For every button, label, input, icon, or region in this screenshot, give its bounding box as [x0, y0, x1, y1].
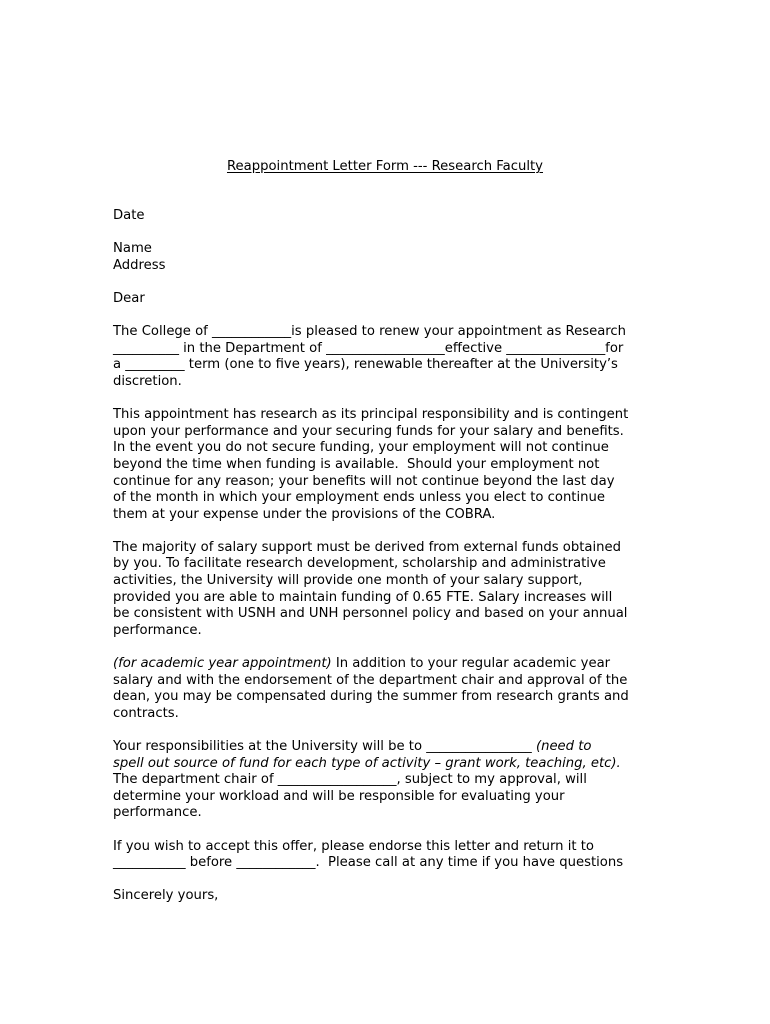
paragraph-text: In addition to your regular academic year [331, 656, 611, 672]
paragraph-line: ___________ before ____________. Please call at any time if you have questions [113, 855, 624, 871]
paragraph-line: The College of ____________is pleased to renew your appointment as Research [113, 324, 627, 340]
paragraph-salary-support [113, 540, 673, 640]
paragraph-line: a _________ term (one to five years), renewable thereafter at the University’s [113, 357, 618, 373]
paragraph-text: Your responsibilities at the University will be to ________________ [113, 739, 536, 754]
paragraph-renewal [113, 324, 673, 390]
paragraph-line: performance. [113, 622, 202, 638]
paragraph-line: of the month in which your employment ends unless you elect to continue [113, 490, 605, 506]
paragraph-line [113, 656, 673, 673]
italic-note-line: spell out source of fund for each type of activity – grant work, teaching, etc). [113, 755, 621, 771]
paragraph-line: them at your expense under the provisions of the COBRA. [113, 506, 496, 522]
name-label: Name [113, 241, 152, 257]
paragraph-line: beyond the time when funding is available. Should your employment not [113, 456, 600, 472]
paragraph-line: by you. To facilitate research development, scholarship and administrative [113, 556, 606, 572]
paragraph-line [113, 739, 673, 756]
paragraph-line: contracts. [113, 705, 179, 721]
paragraph-line: salary and with the endorsement of the department chair and approval of the [113, 672, 628, 688]
paragraph-line: dean, you may be compensated during the summer from research grants and [113, 689, 629, 705]
paragraph-line: This appointment has research as its principal responsibility and is contingent [113, 407, 629, 423]
salutation-text: Dear [113, 290, 145, 306]
date-label: Date [113, 208, 145, 223]
paragraph-line: discretion. [113, 373, 182, 389]
document-title [0, 158, 770, 176]
letter-body [113, 208, 673, 922]
address-label: Address [113, 257, 166, 273]
paragraph-line: determine your workload and will be responsible for evaluating your [113, 788, 565, 804]
paragraph-line: provided you are able to maintain funding of 0.65 FTE. Salary increases will [113, 589, 613, 605]
document-title-text: Reappointment Letter Form --- Research Faculty [226, 159, 543, 174]
closing-text: Sincerely yours, [113, 888, 219, 904]
paragraph-line: __________ in the Department of __________________effective _______________for [113, 340, 624, 356]
closing [113, 888, 673, 905]
recipient-block [113, 241, 673, 274]
paragraph-responsibilities [113, 739, 673, 822]
paragraph-acceptance [113, 839, 673, 872]
salutation [113, 291, 673, 308]
date-line [113, 208, 673, 225]
paragraph-line: If you wish to accept this offer, please endorse this letter and return it to [113, 838, 595, 854]
paragraph-line: upon your performance and your securing funds for your salary and benefits. [113, 423, 624, 439]
paragraph-line: performance. [113, 805, 202, 821]
italic-note: (need to [535, 739, 592, 754]
paragraph-line: The department chair of __________________, subject to my approval, will [113, 772, 587, 788]
paragraph-responsibility [113, 407, 673, 523]
paragraph-line: be consistent with USNH and UNH personnel policy and based on your annual [113, 606, 628, 622]
paragraph-line: In the event you do not secure funding, your employment will not continue [113, 440, 609, 456]
italic-note: (for academic year appointment) [113, 656, 332, 672]
paragraph-line: The majority of salary support must be derived from external funds obtained [113, 539, 621, 555]
paragraph-academic-year [113, 656, 673, 722]
paragraph-line: activities, the University will provide one month of your salary support, [113, 573, 583, 589]
paragraph-line: continue for any reason; your benefits will not continue beyond the last day [113, 473, 615, 489]
